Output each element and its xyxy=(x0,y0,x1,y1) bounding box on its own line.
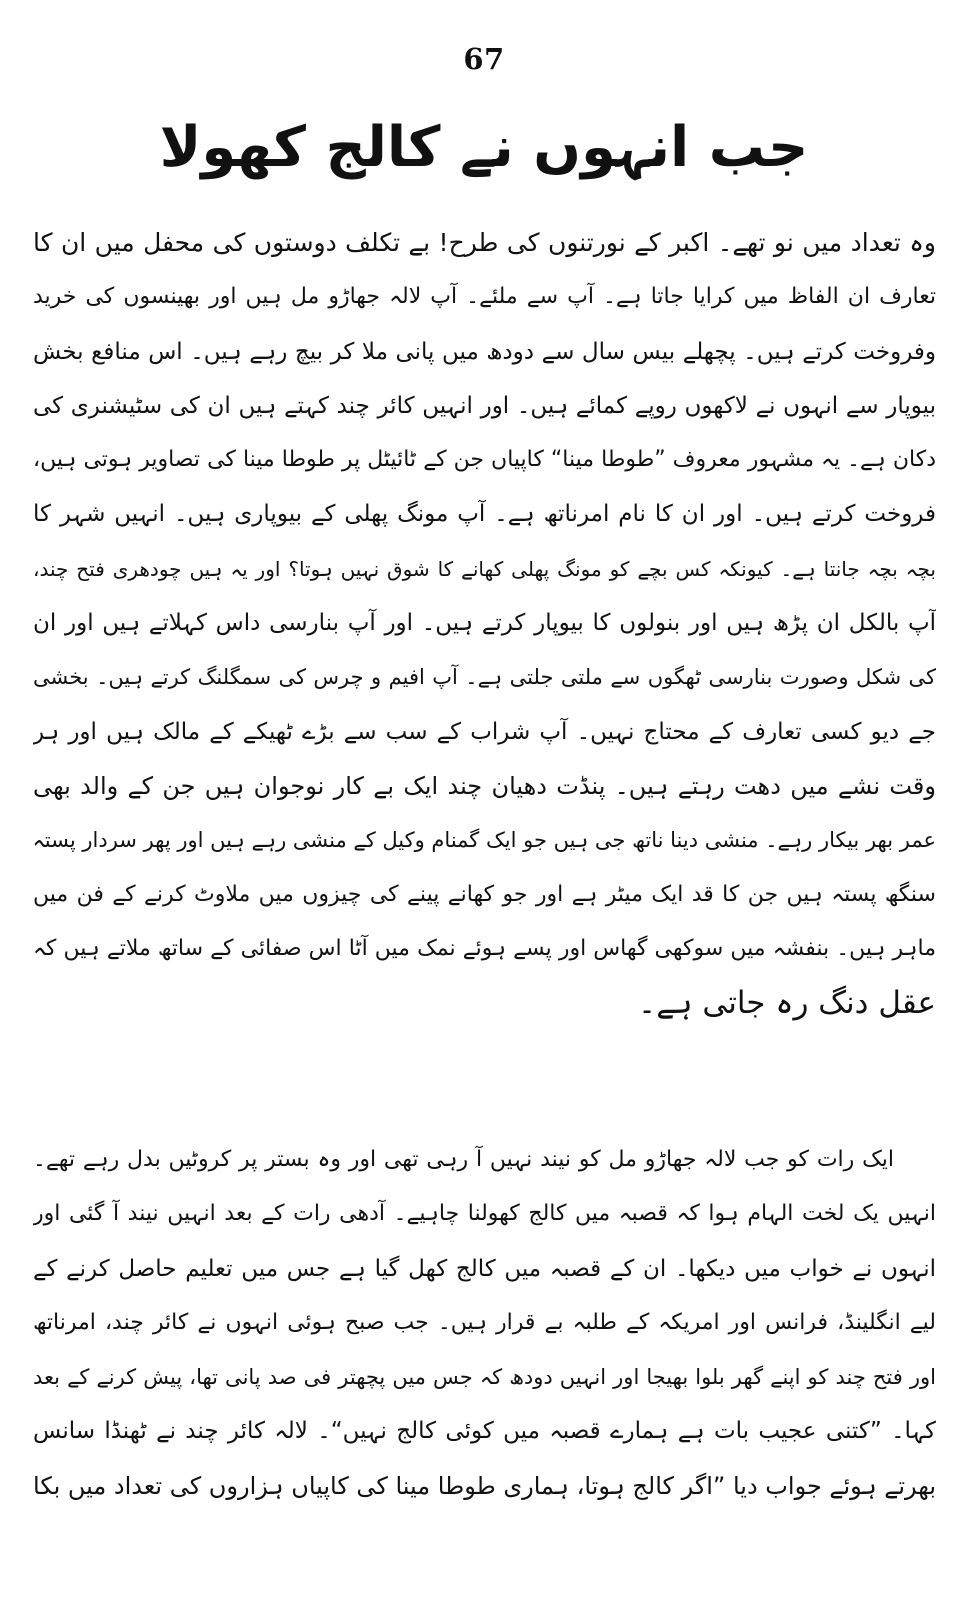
text-line: بھرتے ہوئے جواب دیا ”اگر کالج ہوتا، ہماری طوطا مینا کی کاپیاں ہزاروں کی تعداد میں بکا xyxy=(33,1471,936,1500)
text-line: کی شکل وصورت بنارسی ٹھگوں سے ملتی جلتی ہے۔ آپ افیم و چرس کی سمگلنگ کرتے ہیں۔ بخشی xyxy=(33,665,936,690)
page-number: 67 xyxy=(463,42,505,76)
text-line: عقل دنگ رہ جاتی ہے۔ xyxy=(638,985,936,1022)
text-line: جے دیو کسی تعارف کے محتاج نہیں۔ آپ شراب کے سب سے بڑے ٹھیکے کے مالک ہیں اور ہر xyxy=(33,718,936,745)
text-line: دکان ہے۔ یہ مشہور معروف ”طوطا مینا“ کاپیاں جن کے ٹائیٹل پر طوطا مینا کی تصاویر ہوتی ہیں، xyxy=(33,447,936,473)
text-line: وہ تعداد میں نو تھے۔ اکبر کے نورتنوں کی طرح! بے تکلف دوستوں کی محفل میں ان کا xyxy=(33,228,936,257)
text-line: وفروخت کرتے ہیں۔ پچھلے بیس سال سے دودھ میں پانی ملا کر بیچ رہے ہیں۔ اس منافع بخش xyxy=(33,338,936,365)
text-line: کہا۔ ”کتنی عجیب بات ہے ہمارے قصبہ میں کوئی کالج نہیں“۔ لالہ کائر چند نے ٹھنڈا سانس xyxy=(33,1418,936,1445)
text-line: عمر بھر بیکار رہے۔ منشی دینا ناتھ جی ہیں جو ایک گمنام وکیل کے منشی رہے ہیں اور پھر سردار پستہ xyxy=(33,828,936,853)
text-line: وقت نشے میں دھت رہتے ہیں۔ پنڈت دھیان چند ایک بے کار نوجوان ہیں جن کے والد بھی xyxy=(33,771,936,800)
text-line: بچہ بچہ جانتا ہے۔ کیونکہ کس بچے کو مونگ پھلی کھانے کا شوق نہیں ہوتا؟ اور یہ ہیں چودھری فتح چند، xyxy=(33,556,936,581)
chapter-title: جب انہوں نے کالج کھولا xyxy=(159,115,809,180)
text-line: آپ بالکل ان پڑھ ہیں اور بنولوں کا بیوپار کرتے ہیں۔ اور آپ بنارسی داس کہلاتے ہیں اور ان xyxy=(33,610,936,637)
paragraph-1 xyxy=(33,216,936,1030)
text-line: انہیں یک لخت الہام ہوا کہ قصبہ میں کالج کھولنا چاہیے۔ آدھی رات کے بعد انہیں نیند آ گئی اور xyxy=(33,1201,936,1227)
paragraph-2 xyxy=(33,1133,936,1513)
text-line: تعارف ان الفاظ میں کرایا جاتا ہے۔ آپ سے ملئے۔ آپ لالہ جھاڑو مل ہیں اور بھینسوں کی خرید xyxy=(33,284,936,310)
text-line: ایک رات کو جب لالہ جھاڑو مل کو نیند نہیں آ رہی تھی اور وہ بستر پر کروٹیں بدل رہے تھے۔ xyxy=(33,1147,894,1172)
text-line: اور فتح چند کو اپنے گھر بلوا بھیجا اور انہیں دودھ کہ جس میں پچھتر فی صد پانی تھا، پیش کرنے کے بعد xyxy=(33,1365,936,1390)
text-line: فروخت کرتے ہیں۔ اور ان کا نام امرناتھ ہے۔ آپ مونگ پھلی کے بیوپاری ہیں۔ انہیں شہر کا xyxy=(33,501,936,528)
text-line: انہوں نے خواب میں دیکھا۔ ان کے قصبہ میں کالج کھل گیا ہے جس میں تعلیم حاصل کرنے کے xyxy=(33,1255,936,1282)
text-line: بیوپار سے انہوں نے لاکھوں روپے کمائے ہیں۔ اور انہیں کائر چند کہتے ہیں ان کی سٹیشنری کی xyxy=(33,392,936,419)
text-line: سنگھ پستہ ہیں جن کا قد ایک میٹر ہے اور جو کھانے پینے کی چیزوں میں ملاوٹ کرنے کے فن میں xyxy=(33,881,936,907)
text-line: لیے انگلینڈ، فرانس اور امریکہ کے طلبہ بے قرار ہیں۔ جب صبح ہوئی انہوں نے کائر چند، امرناتھ xyxy=(33,1309,936,1335)
text-line: ماہر ہیں۔ بنفشہ میں سوکھی گھاس اور پسے ہوئے نمک میں آٹا اس صفائی کے ساتھ ملاتے ہیں کہ xyxy=(33,935,936,961)
